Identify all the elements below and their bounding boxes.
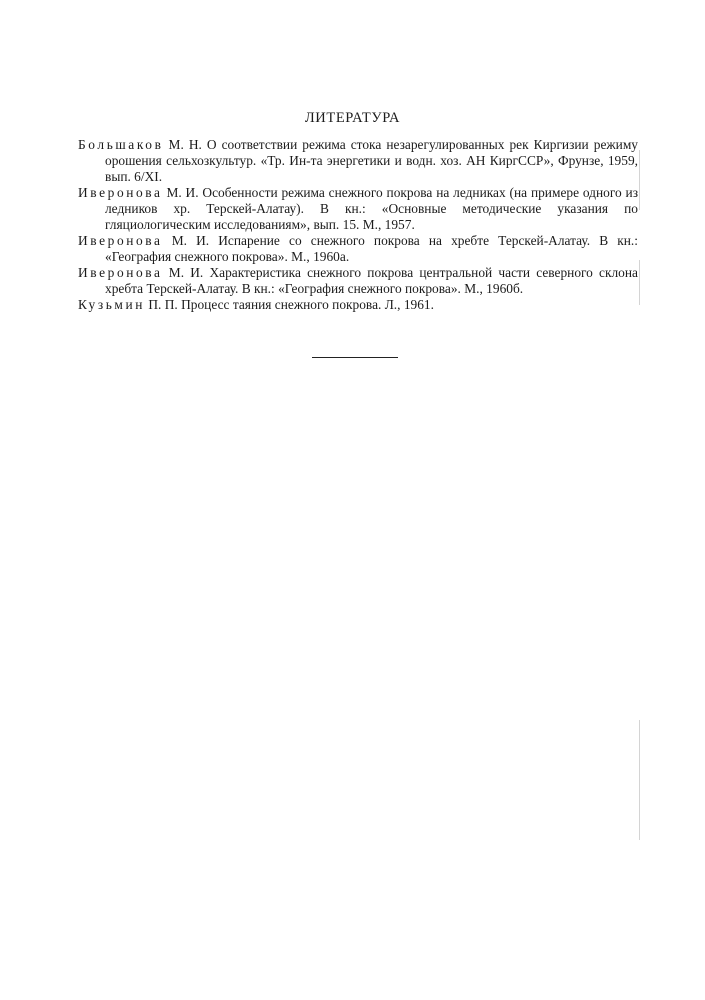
section-end-rule [312,357,398,358]
reference-list [78,137,638,314]
reference-author: Иверонова [78,265,163,281]
reference-text: М. И. Особенности режима снежного покрова на ледниках (на примере одного из ледников хр. Терскей-Алатау). В кн.: «Основные методические указания по гляциологическим исследованиям», вып. 15. М., 1957. [105,184,638,232]
reference-item [78,297,638,313]
reference-author: Иверонова [78,232,163,248]
reference-text: М. И. Характеристика снежного покрова центральной части северного склона хребта Терскей-Алатау. В кн.: «География снежного покрова». М., 1960б. [105,265,638,296]
scan-edge-mark [639,720,640,840]
reference-item [78,265,638,297]
page-title: ЛИТЕРАТУРА [304,110,401,126]
reference-item [78,185,638,232]
reference-text: П. П. Процесс таяния снежного покрова. Л., 1961. [145,297,434,313]
scan-edge-mark [639,260,640,305]
reference-text: М. И. Испарение со снежного покрова на хребте Терскей-Алатау. В кн.: «География снежного покрова». М., 1960а. [105,232,638,264]
reference-item [78,233,638,265]
reference-text: М. Н. О соответствии режима стока незарегулированных рек Киргизии режиму орошения сельхозкультур. «Тр. Ин-та энергетики и водн. хоз. АН КиргССР», Фрунзе, 1959, вып. 6/XI. [105,137,638,184]
scan-edge-mark [639,150,640,210]
reference-author: Кузьмин [78,297,146,313]
reference-author: Иверонова [78,184,163,200]
reference-item [78,137,638,184]
reference-author: Большаков [78,137,164,152]
